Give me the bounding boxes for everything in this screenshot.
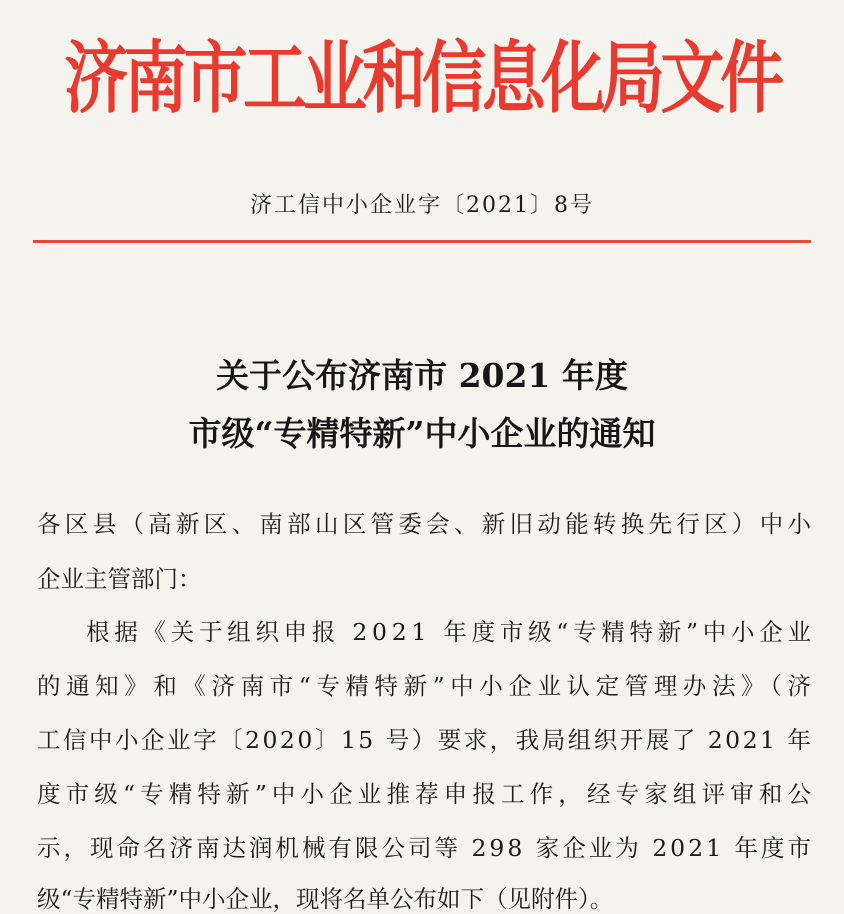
notice-title-line-1: 关于公布济南市 2021 年度 xyxy=(216,356,628,395)
body-paragraph-line: 根据《关于组织申报 2021 年度市级“专精特新”中小企业 xyxy=(86,618,816,646)
body-paragraph-line: 的通知》和《济南市“专精特新”中小企业认定管理办法》（济 xyxy=(37,672,817,700)
document-number: 济工信中小企业字〔2021〕8号 xyxy=(250,193,594,218)
document-header-title: 济南市工业和信息化局文件 xyxy=(64,34,780,125)
body-paragraph-line: 示，现命名济南达润机械有限公司等 298 家企业为 2021 年度市 xyxy=(37,834,814,862)
notice-title-line-2: 市级“专精特新”中小企业的通知 xyxy=(188,414,656,453)
body-paragraph-line: 度市级“专精特新”中小企业推荐申报工作，经专家组评审和公 xyxy=(37,780,817,808)
body-paragraph-line: 各区县（高新区、南部山区管委会、新旧动能转换先行区）中小 xyxy=(37,510,816,538)
body-paragraph-line: 企业主管部门： xyxy=(37,565,202,593)
body-paragraph-line: 级“专精特新”中小企业，现将名单公布如下（见附件）。 xyxy=(37,885,614,913)
body-paragraph-line: 工信中小企业字〔2020〕15 号）要求，我局组织开展了 2021 年 xyxy=(37,726,814,754)
header-divider xyxy=(33,240,811,243)
